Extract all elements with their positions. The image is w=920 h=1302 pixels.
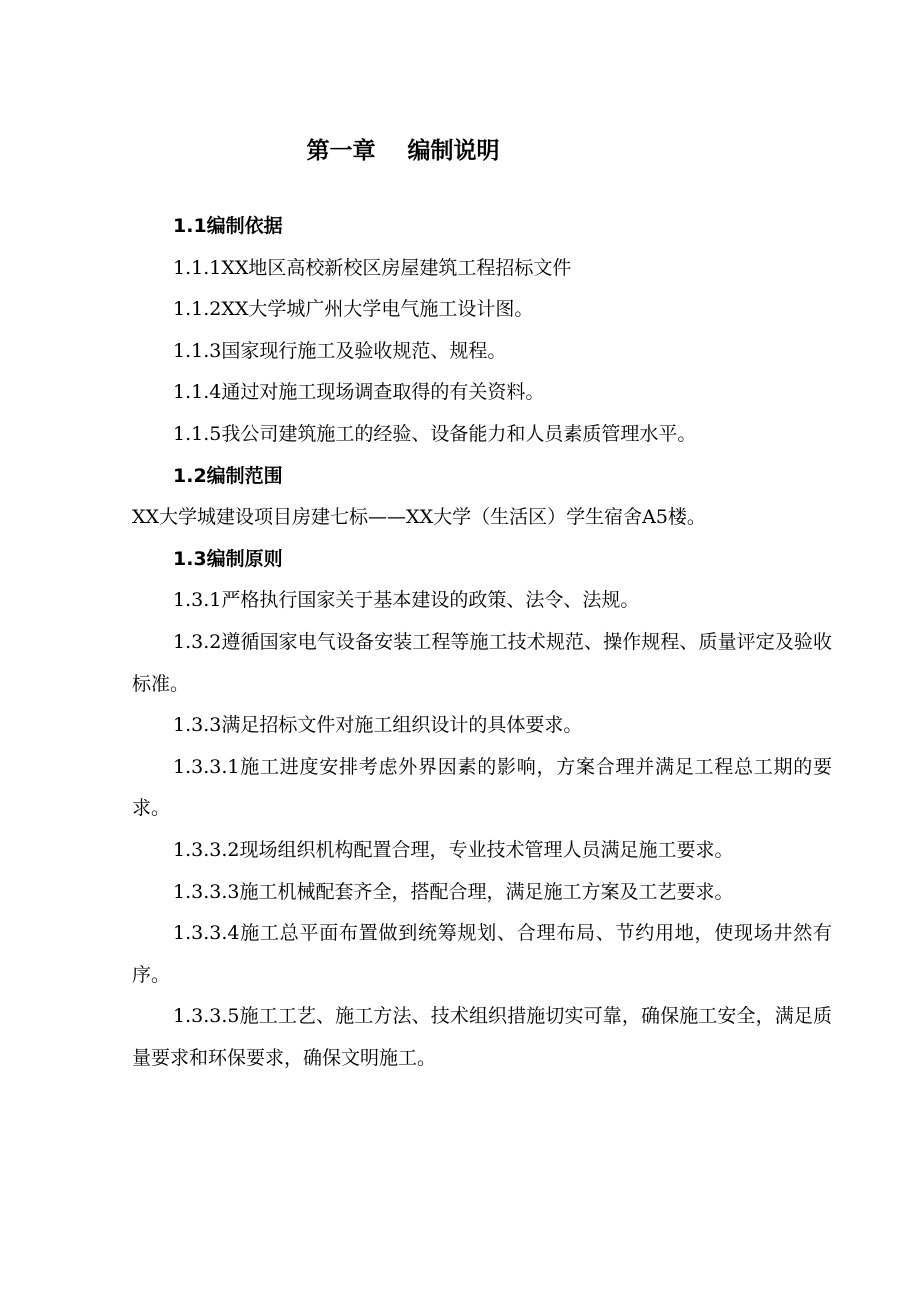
list-item: 1.3.3.2现场组织机构配置合理，专业技术管理人员满足施工要求。 [173,838,734,861]
list-item: 1.3.3满足招标文件对施工组织设计的具体要求。 [173,714,583,737]
chapter-title: 第一章 编制说明 [306,138,500,164]
list-item: 1.1.3国家现行施工及验收规范、规程。 [173,339,507,362]
list-item: 1.1.4通过对施工现场调查取得的有关资料。 [173,381,545,404]
document-body [132,206,832,1079]
list-item: 1.3.1严格执行国家关于基本建设的政策、法令、法规。 [173,589,640,612]
list-item: 1.3.3.1施工进度安排考虑外界因素的影响，方案合理并满足工程总工期的要求。 [132,755,832,820]
section-heading-1-1: 1.1编制依据 [173,215,283,237]
list-item: 1.3.3.4施工总平面布置做到统筹规划、合理布局、节约用地，使现场井然有序。 [132,922,832,986]
section-heading-1-3: 1.3编制原则 [173,547,283,570]
list-item: 1.1.5我公司建筑施工的经验、设备能力和人员素质管理水平。 [173,422,697,445]
list-item: 1.1.1XX地区高校新校区房屋建筑工程招标文件 [173,256,572,279]
scope-paragraph: XX大学城建设项目房建七标——XX大学（生活区）学生宿舍A5楼。 [132,506,706,529]
section-heading-1-2: 1.2编制范围 [173,464,283,487]
list-item: 1.3.2遵循国家电气设备安装工程等施工技术规范、操作规程、质量评定及验收标准。 [132,630,832,695]
list-item: 1.3.3.3施工机械配套齐全，搭配合理，满足施工方案及工艺要求。 [173,880,734,903]
list-item: 1.3.3.5施工工艺、施工方法、技术组织措施切实可靠，确保施工安全，满足质量要求和环保要求，确保文明施工。 [132,1005,832,1069]
list-item: 1.1.2XX大学城广州大学电气施工设计图。 [173,298,534,321]
